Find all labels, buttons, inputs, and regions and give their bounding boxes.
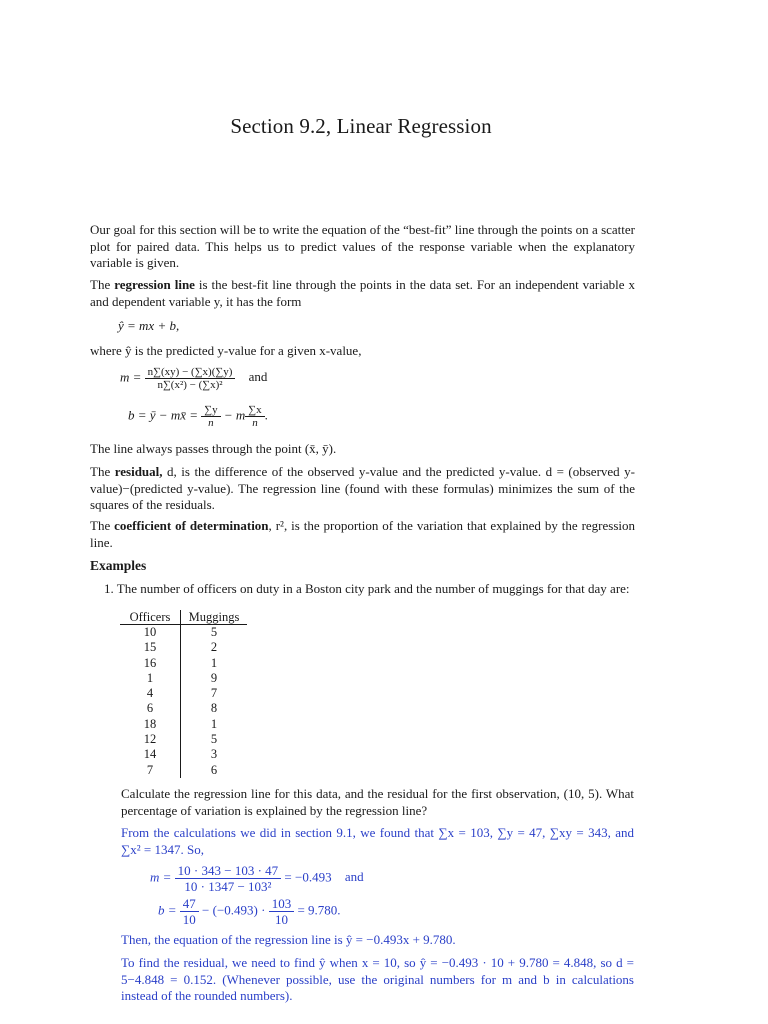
table-row [120,686,247,701]
solution-intercept-result: = 9.780. [297,902,341,918]
and-word: and [248,369,268,385]
solution-and: and [344,869,364,885]
intercept-mid: − m [223,407,246,423]
table-row [120,625,247,641]
muggings-cell: 7 [210,686,218,701]
table-row [120,717,247,732]
table-header-row [120,610,247,625]
muggings-cell: 5 [210,625,218,639]
solution-slope-fraction [175,863,282,894]
muggings-cell: 1 [210,655,218,670]
officers-cell: 1 [120,671,181,686]
example-question: Calculate the regression line for this data, and the residual for the first observation, (10, 5). What percentage of variation is explained by the regression line? [121,786,634,818]
solution-slope-result: = −0.493 [284,869,332,885]
residual-calculation: To find the residual, we need to find ŷ when x = 10, so ŷ = −0.493 · 10 + 9.780 = 4.848, so d = 5−4.848 = 0.152. (Whenever possible, use the original numbers for m and b in calculations instead of the rounded numbers). [121,955,634,1003]
coefficient-rest: , r², is the proportion of the variation that explained by the regression line. [90,518,635,550]
table-row [120,747,247,762]
solution-intercept-mid: − (−0.493) · [202,902,266,918]
regression-lead: The [90,277,115,292]
intercept-fraction-2 [245,404,264,429]
residual-term: residual, [114,464,163,479]
slope-numerator: n∑(xy) − (∑x)(∑y) [145,366,236,379]
intercept-frac2-num: ∑x [245,404,264,417]
intercept-formula [128,404,268,429]
coefficient-definition [90,518,635,551]
officers-cell: 7 [120,763,181,778]
header-muggings: Muggings [181,610,248,625]
intercept-fraction-1 [201,404,220,429]
officers-cell: 4 [120,686,181,701]
table-row [120,656,247,671]
residual-lead: The [90,464,115,479]
regression-term: regression line [114,277,195,292]
officers-cell: 12 [120,732,181,747]
officers-cell: 15 [120,640,181,655]
solution-intercept-lhs: b = [158,902,177,918]
slope-fraction [145,366,236,391]
header-officers: Officers [120,610,181,625]
regression-equation-text: Then, the equation of the regression line is ŷ = −0.493x + 9.780. [121,932,456,947]
table-row [120,671,247,686]
example-1-text [104,581,634,598]
solution-slope [150,863,364,894]
solution-intercept-den1: 10 [182,912,196,927]
regression-form: ŷ = mx + b, [118,318,180,333]
solution-slope-lhs: m = [150,869,172,885]
where-text: where ŷ is the predicted y-value for a given x-value, [90,343,362,358]
officers-cell: 14 [120,747,181,762]
muggings-cell: 8 [210,701,218,716]
solution-intercept [158,896,341,927]
coefficient-term: coefficient of determination [114,518,269,533]
intercept-frac1-den: n [208,417,214,429]
table-row [120,701,247,716]
example-statement: The number of officers on duty in a Boston city park and the number of muggings for that day are: [116,581,630,596]
solution-intercept-den2: 10 [274,912,288,927]
residual-definition [90,464,635,514]
muggings-cell: 3 [210,747,218,762]
solution-intercept-frac2 [269,896,295,927]
residual-rest: d, is the difference of the observed y-value and the predicted y-value. d = (observed y-value)−(predicted y-value). The regression line (found with these formulas) minimizes the sum of the squares of the residuals. [90,464,636,512]
slope-denominator: n∑(x²) − (∑x)² [157,379,223,391]
officers-cell: 10 [120,625,181,641]
passes-through-text: The line always passes through the point (x̄, ȳ). [90,441,337,456]
regression-rest: is the best-fit line through the points in the data set. For an independent variable x and dependent variable y, it has the form [90,277,635,309]
muggings-cell: 6 [210,762,218,777]
table-row [120,640,247,655]
intercept-frac1-num: ∑y [201,404,220,417]
intercept-end: . [264,407,268,423]
muggings-cell: 1 [210,716,218,731]
solution-intro: From the calculations we did in section 9.1, we found that ∑x = 103, ∑y = 47, ∑xy = 343, and ∑x² = 1347. So, [121,825,634,857]
example-number: 1. [104,581,114,596]
slope-lhs: m = [120,369,142,385]
officers-muggings-table [120,610,247,778]
solution-slope-den: 10 · 1347 − 103² [184,879,272,894]
officers-cell: 16 [120,656,181,671]
muggings-cell: 2 [210,640,218,655]
solution-intercept-frac1 [180,896,199,927]
coefficient-lead: The [90,518,115,533]
officers-cell: 18 [120,717,181,732]
solution-slope-num: 10 · 343 − 103 · 47 [175,863,282,879]
solution-intercept-num1: 47 [180,896,199,912]
slope-formula [120,366,267,391]
examples-heading: Examples [90,558,147,573]
table-row [120,763,247,778]
intercept-lhs: b = ȳ − mx̄ = [128,407,198,423]
table-row [120,732,247,747]
intro-paragraph: Our goal for this section will be to write the equation of the “best-fit” line through the points on a scatter plot for paired data. This helps us to predict values of the response variable when the explanatory variable is given. [90,222,635,270]
regression-definition [90,277,635,310]
solution-intercept-num2: 103 [269,896,295,912]
muggings-cell: 5 [210,732,218,747]
muggings-cell: 9 [210,670,218,685]
intercept-frac2-den: n [252,417,258,429]
officers-cell: 6 [120,701,181,716]
page-title: Section 9.2, Linear Regression [230,114,492,138]
